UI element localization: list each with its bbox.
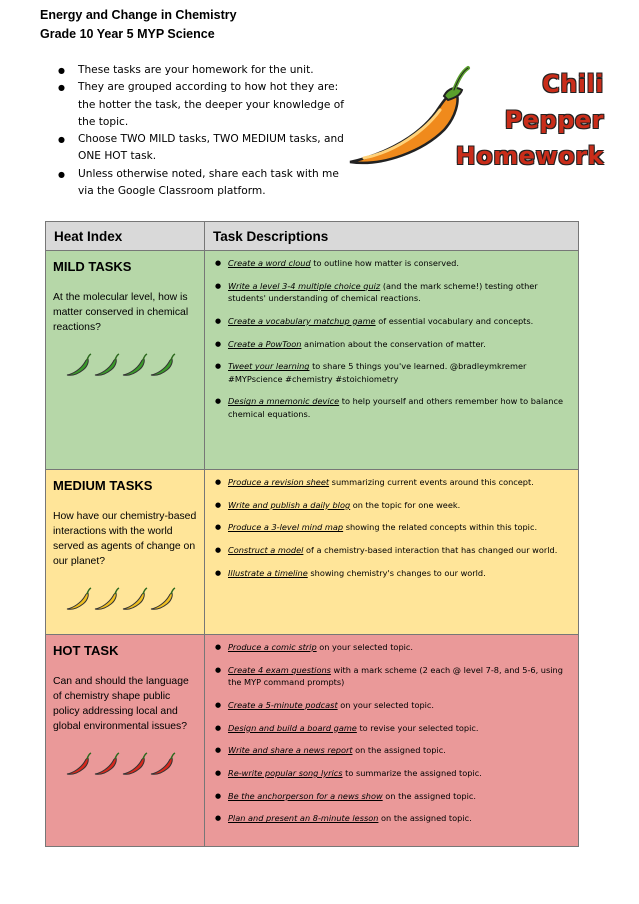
task-item (215, 641, 570, 654)
instruction-item: ● Choose TWO MILD tasks, TWO MEDIUM tasks, and ONE HOT task. (58, 131, 348, 166)
mild-task-list (215, 257, 570, 420)
pepper-icon (65, 587, 92, 612)
pepper-icon (121, 353, 148, 378)
task-link[interactable]: Write and share a news report (228, 745, 353, 756)
task-link[interactable]: Produce a comic strip (228, 642, 317, 652)
task-item (215, 567, 570, 580)
task-description: on the assigned topic. (382, 790, 476, 801)
task-description: to summarize the assigned topic. (342, 767, 482, 778)
task-description: to revise your selected topic. (356, 722, 479, 733)
task-description: showing the related concepts within this topic. (343, 522, 538, 533)
task-link[interactable]: Re-write popular song lyrics (228, 767, 343, 778)
task-link[interactable]: Construct a model (228, 545, 304, 556)
mild-heat-cell (46, 251, 205, 470)
task-item (215, 664, 570, 689)
task-description: animation about the conservation of matter. (301, 338, 486, 349)
table-header-row (46, 222, 579, 251)
task-link[interactable]: Illustrate a timeline (228, 567, 308, 578)
hot-title: HOT TASK (53, 643, 119, 658)
task-item (215, 315, 570, 328)
medium-peppers (53, 587, 197, 617)
pepper-icon (65, 752, 92, 777)
task-description: of a chemistry-based interaction that has changed our world. (303, 545, 558, 556)
task-description: showing chemistry's changes to our world. (307, 567, 486, 578)
task-link[interactable]: Produce a 3-level mind map (228, 522, 344, 533)
logo-text-pepper: Pepper (504, 106, 604, 134)
task-description: to share 5 things you've learned. @bradleymkremer #MYPscience #chemistry #stoichiometry (228, 361, 527, 384)
hot-peppers (53, 752, 197, 782)
task-item (215, 722, 570, 735)
hot-question: Can and should the language of chemistry shape public policy addressing local and global environmental issues? (53, 676, 189, 732)
task-link[interactable]: Plan and present an 8-minute lesson (228, 813, 379, 824)
task-link[interactable]: Create a vocabulary matchup game (228, 315, 376, 326)
pepper-icon (121, 587, 148, 612)
task-item (215, 744, 570, 757)
pepper-icon (93, 353, 120, 378)
logo-text-homework: Homework (455, 142, 604, 170)
task-item (215, 280, 570, 305)
task-item (215, 499, 570, 512)
task-item (215, 476, 570, 489)
hot-heat-cell (46, 635, 205, 847)
hot-tasks-cell (205, 635, 579, 847)
task-item (215, 699, 570, 712)
chili-pepper-icon (344, 62, 474, 182)
task-link[interactable]: Create a 5-minute podcast (228, 699, 338, 710)
task-description: on the assigned topic. (352, 745, 446, 756)
medium-heat-cell (46, 470, 205, 635)
task-description: of essential vocabulary and concepts. (375, 315, 534, 326)
task-description: to outline how matter is conserved. (310, 258, 459, 268)
pepper-icon (93, 752, 120, 777)
pepper-icon (65, 353, 92, 378)
chili-pepper-logo (344, 62, 604, 182)
document-title: Energy and Change in Chemistry (40, 8, 237, 22)
task-link[interactable]: Write a level 3-4 multiple choice quiz (228, 280, 381, 291)
task-descriptions-header: Task Descriptions (205, 222, 579, 251)
task-description: on your selected topic. (316, 642, 414, 652)
medium-title: MEDIUM TASKS (53, 478, 153, 493)
mild-question: At the molecular level, how is matter conserved in chemical reactions? (53, 292, 189, 333)
document-header (40, 6, 237, 44)
task-item (215, 338, 570, 351)
task-link[interactable]: Design a mnemonic device (228, 396, 340, 407)
task-link[interactable]: Create a PowToon (228, 338, 302, 349)
task-description: on your selected topic. (337, 699, 435, 710)
medium-task-list (215, 476, 570, 579)
hot-row (46, 635, 579, 847)
homework-table (45, 221, 579, 847)
task-link[interactable]: Tweet your learning (228, 361, 310, 372)
mild-tasks-cell (205, 251, 579, 470)
task-description: summarizing current events around this concept. (329, 477, 534, 487)
task-item (215, 257, 570, 270)
mild-title: MILD TASKS (53, 259, 132, 274)
instruction-item: ● They are grouped according to how hot they are: the hotter the task, the deeper your knowledge of the topic. (58, 79, 348, 131)
medium-row (46, 470, 579, 635)
medium-question: How have our chemistry-based interactions with the world served as agents of change on our planet? (53, 511, 197, 567)
hot-task-list (215, 641, 570, 825)
task-description: on the assigned topic. (378, 813, 472, 824)
heat-index-header: Heat Index (46, 222, 205, 251)
task-item (215, 767, 570, 780)
instruction-item: ● Unless otherwise noted, share each task with me via the Google Classroom platform. (58, 166, 348, 201)
task-item (215, 395, 570, 420)
task-item (215, 544, 570, 557)
task-description: (and the mark scheme!) testing other students' understanding of chemical reactions. (228, 280, 538, 304)
task-item (215, 790, 570, 803)
pepper-icon (149, 587, 176, 612)
task-description: on the topic for one week. (350, 499, 461, 510)
task-link[interactable]: Be the anchorperson for a news show (228, 790, 383, 801)
medium-tasks-cell (205, 470, 579, 635)
instruction-item: ● These tasks are your homework for the unit. (58, 62, 348, 79)
task-description: with a mark scheme (2 each @ level 7-8, and 5-6, using the MYP command prompts) (228, 664, 563, 688)
pepper-icon (93, 587, 120, 612)
task-link[interactable]: Create 4 exam questions (228, 664, 331, 675)
task-item (215, 812, 570, 825)
task-link[interactable]: Write and publish a daily blog (228, 499, 351, 510)
pepper-icon (121, 752, 148, 777)
task-link[interactable]: Create a word cloud (228, 258, 311, 268)
instructions-list (58, 62, 348, 200)
task-link[interactable]: Design and build a board game (228, 722, 357, 733)
mild-row (46, 251, 579, 470)
task-item (215, 521, 570, 534)
mild-peppers (53, 353, 197, 383)
document-subtitle: Grade 10 Year 5 MYP Science (40, 27, 215, 41)
logo-text-chili: Chili (542, 70, 604, 98)
task-item (215, 360, 570, 385)
task-link[interactable]: Produce a revision sheet (228, 477, 330, 487)
pepper-icon (149, 353, 176, 378)
pepper-icon (149, 752, 176, 777)
task-description: to help yourself and others remember how to balance chemical equations. (228, 396, 563, 419)
